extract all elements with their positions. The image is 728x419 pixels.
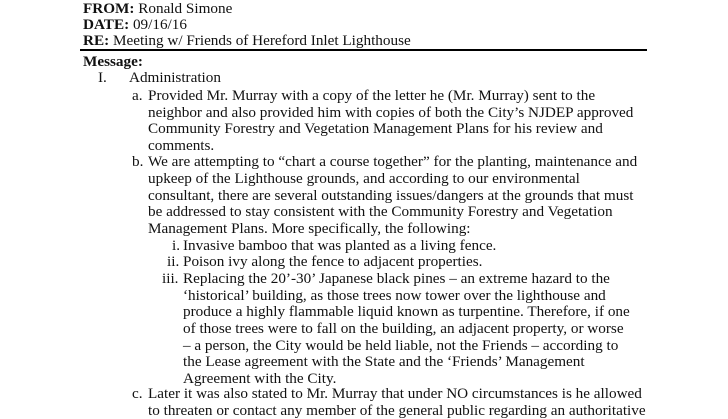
date-line (83, 16, 187, 33)
item-c-line: to threaten or contact any member of the general public regarding an authoritative (148, 402, 646, 419)
item-b-line: be addressed to stay consistent with the Community Forestry and Vegetation (148, 203, 613, 220)
item-c-marker: c. (132, 385, 143, 402)
item-a-line: Provided Mr. Murray with a copy of the letter he (Mr. Murray) sent to the (148, 87, 596, 104)
sub-item-iii-line: produce a highly flammable liquid known as turpentine. Therefore, if one (183, 303, 630, 320)
sub-item-iii-line: ‘historical’ building, as those trees now tower over the lighthouse and (183, 287, 606, 304)
section-title: Administration (129, 69, 221, 86)
re-label: RE: (83, 32, 110, 49)
sub-item-iii-marker: iii. (162, 270, 179, 287)
date-label: DATE: (83, 16, 130, 33)
sub-item-i-text: Invasive bamboo that was planted as a living fence. (183, 237, 497, 254)
item-a-marker: a. (132, 87, 143, 104)
re-value: Meeting w/ Friends of Hereford Inlet Lighthouse (112, 32, 411, 49)
item-a-line: Community Forestry and Vegetation Management Plans for his review and (148, 120, 603, 137)
item-b-line: Management Plans. More specifically, the following: (148, 220, 471, 237)
re-line (83, 32, 411, 49)
item-b-marker: b. (132, 153, 144, 170)
sub-item-iii-line: – a person, the City would be held liable, not the Friends – according to (183, 337, 619, 354)
from-line (83, 0, 232, 17)
sub-item-iii-line: Agreement with the City. (183, 370, 337, 387)
date-value: 09/16/16 (132, 16, 187, 33)
section-numeral: I. (98, 69, 107, 86)
from-value: Ronald Simone (138, 0, 233, 17)
sub-item-i-marker: i. (172, 237, 181, 254)
header-divider (80, 49, 647, 51)
item-c-line: Later it was also stated to Mr. Murray that under NO circumstances is he allowed (148, 385, 642, 402)
from-label: FROM: (83, 0, 135, 17)
sub-item-iii-line: the Lease agreement with the State and the ‘Friends’ Management (183, 353, 585, 370)
item-a-line: comments. (148, 137, 215, 154)
message-label: Message: (83, 53, 143, 70)
sub-item-iii-line: Replacing the 20’-30’ Japanese black pines – an extreme hazard to the (183, 270, 610, 287)
sub-item-ii-text: Poison ivy along the fence to adjacent properties. (183, 253, 483, 270)
sub-item-ii-marker: ii. (167, 253, 180, 270)
item-b-line: We are attempting to “chart a course together” for the planting, maintenance and (148, 153, 638, 170)
sub-item-iii-line: of those trees were to fall on the building, an adjacent property, or worse (183, 320, 624, 337)
item-b-line: consultant, there are several outstanding issues/dangers at the grounds that must (148, 187, 634, 204)
item-b-line: upkeep of the Lighthouse grounds, and according to our environmental (148, 170, 580, 187)
item-a-line: neighbor and also provided him with copies of both the City’s NJDEP approved (148, 104, 634, 121)
